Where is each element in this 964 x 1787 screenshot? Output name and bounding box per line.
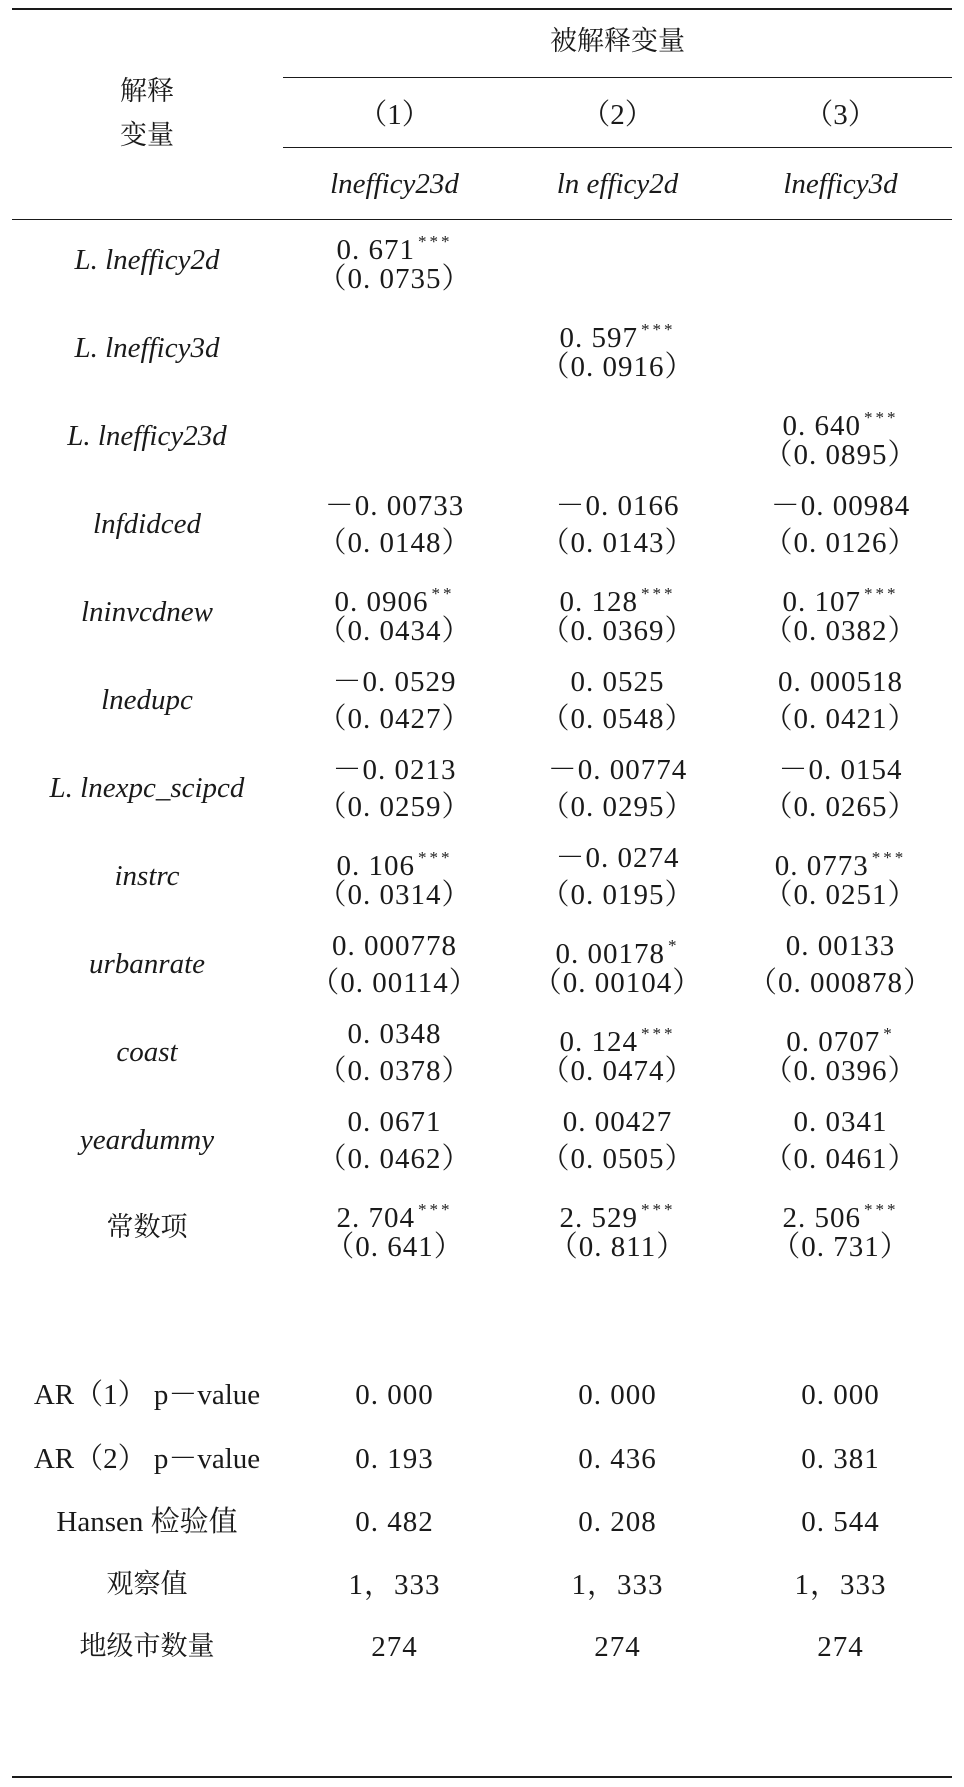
stat-label: 地级市数量 <box>79 1631 215 1662</box>
coef-number: 0. 124 <box>559 1026 638 1058</box>
row-label: L. lnefficy2d <box>74 244 220 276</box>
coef-number: 0. 000518 <box>778 666 903 698</box>
coef-number: 0. 0906 <box>334 586 429 618</box>
coef-number: －0. 0166 <box>555 490 680 522</box>
significance-stars: * <box>668 936 680 955</box>
coef-value <box>283 926 506 966</box>
significance-stars: * <box>883 1024 895 1043</box>
significance-stars: *** <box>641 1200 676 1219</box>
row-label: L. lnefficy23d <box>67 420 227 452</box>
stat-value: 1，333 <box>794 1569 887 1601</box>
dep-var-group-title: 被解释变量 <box>550 26 685 57</box>
coef-number: 0. 00427 <box>562 1106 673 1138</box>
top-rule <box>12 8 952 10</box>
row-label: lninvcdnew <box>80 596 214 628</box>
row-label: L. lnexpc_scipcd <box>49 772 245 804</box>
stat-value: 0. 193 <box>355 1443 434 1475</box>
std-error: （0. 0259） <box>317 791 472 823</box>
significance-stars: *** <box>864 408 899 427</box>
coef-number: 0. 128 <box>559 586 638 618</box>
coef-number: 0. 106 <box>336 850 415 882</box>
coef-number: 0. 0671 <box>347 1106 442 1138</box>
stat-value: 0. 000 <box>355 1379 434 1411</box>
coef-number: －0. 0529 <box>332 666 457 698</box>
coef-value <box>729 926 952 966</box>
stat-label: Hansen 检验值 <box>56 1506 238 1538</box>
stat-value: 1，333 <box>571 1569 664 1601</box>
std-error: （0. 0735） <box>317 263 472 295</box>
significance-stars: *** <box>864 584 899 603</box>
column-number-underline <box>283 147 952 148</box>
std-error: （0. 641） <box>325 1231 464 1263</box>
coef-number: 2. 529 <box>559 1202 638 1234</box>
coef-number: －0. 00774 <box>547 754 688 786</box>
header-bottom-rule <box>12 219 952 220</box>
std-error: （0. 0421） <box>763 703 918 735</box>
row-label: yeardummy <box>79 1124 215 1156</box>
row-label: 常数项 <box>106 1212 188 1243</box>
bottom-rule <box>12 1776 952 1778</box>
std-error: （0. 0462） <box>317 1143 472 1175</box>
coef-value <box>506 838 729 878</box>
coef-number: 2. 506 <box>782 1202 861 1234</box>
std-error: （0. 0143） <box>540 527 695 559</box>
coef-number: 0. 640 <box>782 410 861 442</box>
dependent-var-3: lnefficy3d <box>783 168 898 200</box>
coef-value <box>283 486 506 526</box>
stat-value: 274 <box>594 1631 641 1663</box>
coef-value <box>283 750 506 790</box>
coef-number: 0. 597 <box>559 322 638 354</box>
significance-stars: *** <box>641 320 676 339</box>
coef-number: 0. 0341 <box>793 1106 888 1138</box>
stat-label: AR（2） p－value <box>33 1443 261 1475</box>
std-error: （0. 811） <box>548 1231 687 1263</box>
std-error: （0. 0895） <box>763 439 918 471</box>
stat-value: 0. 000 <box>578 1379 657 1411</box>
significance-stars: *** <box>418 232 453 251</box>
stat-value: 0. 436 <box>578 1443 657 1475</box>
coef-number: －0. 0213 <box>332 754 457 786</box>
stat-value: 274 <box>817 1631 864 1663</box>
std-error: （0. 0295） <box>540 791 695 823</box>
stat-value: 274 <box>371 1631 418 1663</box>
std-error: （0. 0916） <box>540 351 695 383</box>
dep-var-underline <box>283 77 952 78</box>
std-error: （0. 0369） <box>540 615 695 647</box>
std-error: （0. 0314） <box>317 879 472 911</box>
column-number-1: （1） <box>358 99 431 131</box>
coef-number: 0. 0773 <box>774 850 869 882</box>
coef-value <box>729 486 952 526</box>
significance-stars: *** <box>864 1200 899 1219</box>
coef-value <box>729 1102 952 1142</box>
coef-number: －0. 00984 <box>770 490 911 522</box>
coef-value <box>283 1014 506 1054</box>
std-error: （0. 00104） <box>532 967 703 999</box>
stat-value: 0. 208 <box>578 1506 657 1538</box>
std-error: （0. 000878） <box>747 967 933 999</box>
std-error: （0. 00114） <box>310 967 479 999</box>
row-var-label-line1: 解释 <box>120 76 174 107</box>
column-number-2: （2） <box>581 99 654 131</box>
std-error: （0. 0265） <box>763 791 918 823</box>
std-error: （0. 0251） <box>763 879 918 911</box>
std-error: （0. 0548） <box>540 703 695 735</box>
significance-stars: *** <box>418 1200 453 1219</box>
coef-value <box>283 1102 506 1142</box>
coef-value <box>506 662 729 702</box>
std-error: （0. 0378） <box>317 1055 472 1087</box>
stat-label: AR（1） p－value <box>33 1379 261 1411</box>
std-error: （0. 0396） <box>763 1055 918 1087</box>
significance-stars: ** <box>431 584 455 603</box>
std-error: （0. 0195） <box>540 879 695 911</box>
std-error: （0. 0474） <box>540 1055 695 1087</box>
significance-stars: *** <box>641 1024 676 1043</box>
coef-value <box>506 1102 729 1142</box>
std-error: （0. 0461） <box>763 1143 918 1175</box>
coef-number: 0. 0525 <box>570 666 665 698</box>
row-label: L. lnefficy3d <box>74 332 220 364</box>
std-error: （0. 0382） <box>763 615 918 647</box>
coef-value <box>729 662 952 702</box>
coef-value <box>729 750 952 790</box>
coef-number: －0. 0274 <box>555 842 680 874</box>
significance-stars: *** <box>871 848 907 867</box>
std-error: （0. 0434） <box>317 615 472 647</box>
coef-value <box>506 750 729 790</box>
significance-stars: *** <box>418 848 453 867</box>
std-error: （0. 731） <box>771 1231 910 1263</box>
std-error: （0. 0427） <box>317 703 472 735</box>
stat-value: 0. 482 <box>355 1506 434 1538</box>
coef-value <box>506 486 729 526</box>
coef-number: 0. 000778 <box>332 930 457 962</box>
dependent-var-1: lnefficy23d <box>330 168 459 200</box>
row-label: coast <box>116 1036 178 1068</box>
stat-value: 0. 000 <box>801 1379 880 1411</box>
row-label: instrc <box>114 860 180 892</box>
coef-number: 0. 0707 <box>786 1026 881 1058</box>
row-var-label-line2: 变量 <box>120 120 174 151</box>
coef-number: －0. 0154 <box>778 754 903 786</box>
column-number-3: （3） <box>804 99 877 131</box>
coef-number: 2. 704 <box>336 1202 415 1234</box>
coef-number: 0. 00178 <box>555 938 665 970</box>
coef-number: 0. 0348 <box>347 1018 442 1050</box>
std-error: （0. 0148） <box>317 527 472 559</box>
dependent-var-2: ln efficy2d <box>556 168 679 200</box>
coef-number: 0. 107 <box>782 586 861 618</box>
std-error: （0. 0126） <box>763 527 918 559</box>
coef-number: 0. 00133 <box>785 930 896 962</box>
row-label: lnedupc <box>101 684 193 716</box>
row-label: urbanrate <box>89 948 205 980</box>
stat-value: 0. 381 <box>801 1443 880 1475</box>
stat-label: 观察值 <box>106 1569 188 1600</box>
significance-stars: *** <box>641 584 676 603</box>
stat-value: 1，333 <box>348 1569 441 1601</box>
row-label: lnfdidced <box>93 508 201 540</box>
coef-number: 0. 671 <box>336 234 415 266</box>
coef-value <box>283 662 506 702</box>
coef-number: －0. 00733 <box>324 490 465 522</box>
std-error: （0. 0505） <box>540 1143 695 1175</box>
stat-value: 0. 544 <box>801 1506 880 1538</box>
